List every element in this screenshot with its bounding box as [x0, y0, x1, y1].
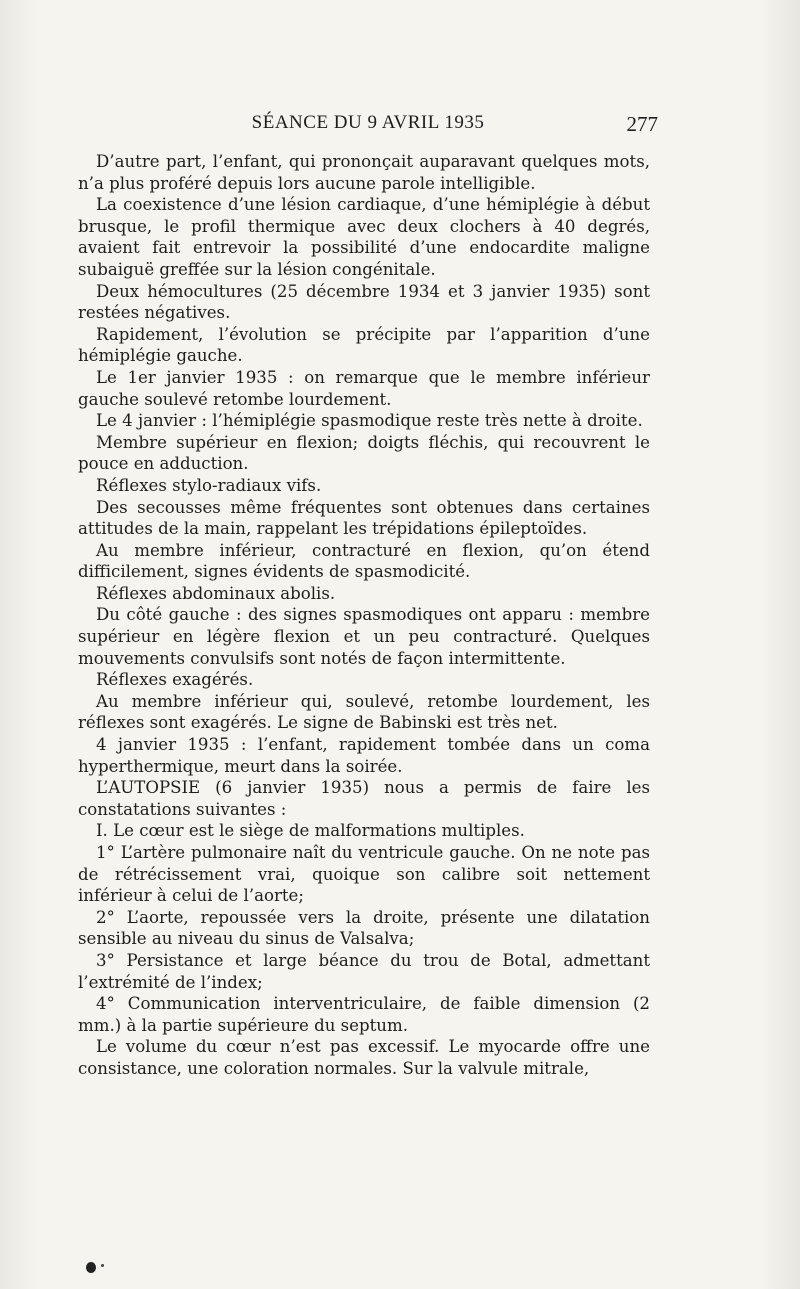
paragraph: Le 4 janvier : l’hémiplégie spasmodique reste très nette à droite.	[96, 411, 643, 431]
paragraph: Réflexes abdominaux abolis.	[96, 583, 336, 603]
paragraph: Le 1er janvier 1935 : on remarque que le membre inférieur gauche soulevé retombe lourdement.	[78, 367, 650, 409]
paragraph: Rapidement, l’évolution se précipite par l’apparition d’une hémiplégie gauche.	[78, 324, 650, 366]
running-head-title: SÉANCE DU 9 AVRIL 1935	[251, 112, 485, 133]
paragraph: Membre supérieur en flexion; doigts fléchis, qui recouvrent le pouce en adduction.	[78, 432, 650, 474]
paragraph: Réflexes exagérés.	[96, 670, 254, 690]
paragraph: Le volume du cœur n’est pas excessif. Le myocarde offre une consistance, une coloration normales. Sur la valvule mitrale,	[78, 1037, 650, 1078]
paragraph: 2° L’aorte, repoussée vers la droite, présente une dilatation sensible au niveau du sinus de Valsalva;	[78, 907, 650, 949]
paragraph: Deux hémocultures (25 décembre 1934 et 3 janvier 1935) sont restées négatives.	[78, 281, 650, 323]
paragraph: Au membre inférieur qui, soulevé, retombe lourdement, les réflexes sont exagérés. Le signe de Babinski est très net.	[78, 691, 650, 733]
paragraph: 4 janvier 1935 : l’enfant, rapidement tombée dans un coma hyperthermique, meurt dans la soirée.	[78, 735, 650, 776]
paragraph: 1° L’artère pulmonaire naît du ventricule gauche. On ne note pas de rétrécissement vrai, quoique son calibre soit nettement inférieur à celui de l’aorte;	[78, 843, 650, 906]
paragraph: I. Le cœur est le siège de malformations multiples.	[96, 821, 525, 841]
paragraph: L’AUTOPSIE (6 janvier 1935) nous a permis de faire les constatations suivantes :	[78, 778, 650, 819]
paragraph: Au membre inférieur, contracturé en flexion, qu’on étend difficilement, signes évidents de spasmodicité.	[78, 540, 650, 582]
paragraph: 4° Communication interventriculaire, de faible dimension (2 mm.) à la partie supérieure du septum.	[78, 994, 650, 1035]
paragraph: Du côté gauche : des signes spasmodiques ont apparu : membre supérieur en légère flexion et un peu contracturé. Quelques mouvements convulsifs sont notés de façon intermittente.	[78, 605, 650, 668]
body-text	[78, 151, 650, 1080]
paragraph: La coexistence d’une lésion cardiaque, d’une hémiplégie à début brusque, le profil thermique avec deux clochers à 40 degrés, avaient fait entrevoir la possibilité d’une endocardite maligne subaiguë greffée sur la lésion congénitale.	[78, 195, 650, 279]
paragraph: Des secousses même fréquentes sont obtenues dans certaines attitudes de la main, rappelant les trépidations épileptoïdes.	[78, 497, 650, 539]
paragraph: 3° Persistance et large béance du trou de Botal, admettant l’extrémité de l’index;	[78, 950, 650, 992]
running-head	[78, 112, 658, 140]
paragraph: Réflexes stylo-radiaux vifs.	[96, 475, 322, 495]
ink-spot	[86, 1262, 96, 1273]
page-number: 277	[626, 112, 658, 136]
paragraph: D’autre part, l’enfant, qui prononçait auparavant quelques mots, n’a plus proféré depuis lors aucune parole intelligible.	[78, 152, 650, 193]
ink-dot	[101, 1264, 104, 1267]
